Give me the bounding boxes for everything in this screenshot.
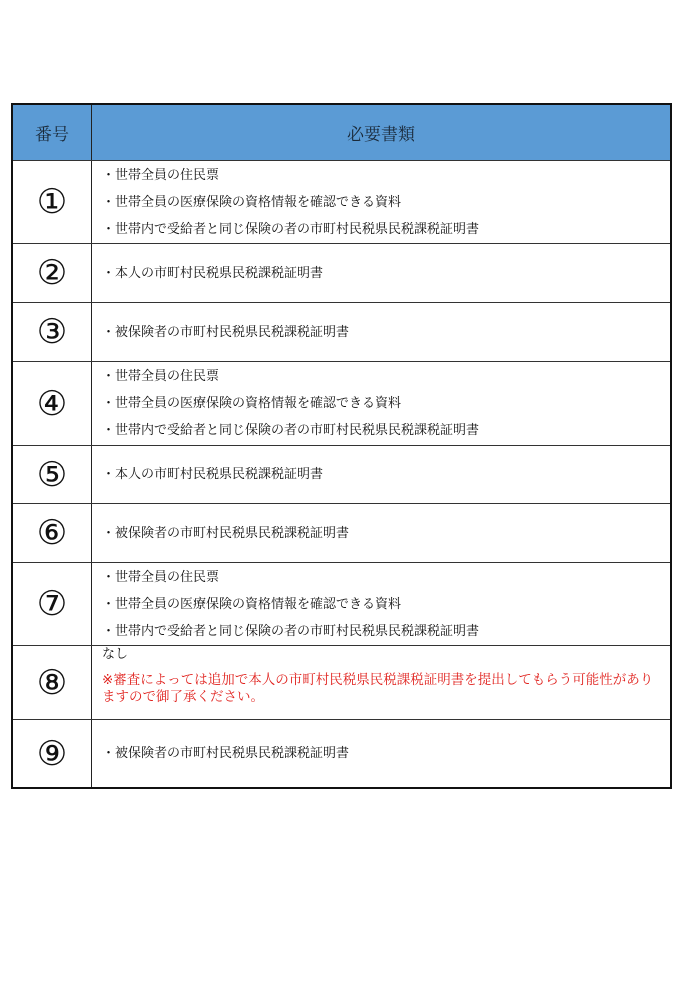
- row-number: ⑤: [36, 454, 68, 495]
- table-header: [13, 105, 670, 161]
- row-number: ③: [36, 312, 68, 352]
- document-item: ・世帯全員の医療保険の資格情報を確認できる資料: [102, 596, 402, 612]
- document-item: ・世帯全員の住民票: [102, 369, 220, 384]
- document-item: ・本人の市町村民税県民税課税証明書: [102, 265, 324, 281]
- row-number: ①: [36, 182, 68, 222]
- row-number: ④: [36, 383, 68, 424]
- document-item: ・世帯全員の医療保険の資格情報を確認できる資料: [102, 194, 402, 210]
- document-item: ・被保険者の市町村民税県民税課税証明書: [102, 525, 350, 541]
- document-item: ・本人の市町村民税県民税課税証明書: [102, 467, 324, 482]
- table-row: [13, 645, 670, 719]
- row-number-cell: [13, 504, 92, 562]
- table-row: [13, 243, 670, 302]
- table-row: [13, 161, 670, 243]
- row-number-cell: [13, 362, 92, 445]
- row-number-cell: [13, 303, 92, 361]
- table-row: [13, 361, 670, 445]
- documents-cell: [92, 303, 670, 361]
- documents-cell: [92, 646, 670, 719]
- row-number-cell: [13, 161, 92, 243]
- table-row: [13, 719, 670, 787]
- documents-cell: [92, 504, 670, 562]
- documents-cell: [92, 720, 670, 787]
- header-number: 番号: [13, 105, 92, 160]
- table-body: [13, 161, 670, 787]
- row-number: ⑥: [36, 513, 68, 553]
- row-number: ⑦: [36, 584, 68, 624]
- document-item: ・世帯内で受給者と同じ保険の者の市町村民税県民税課税証明書: [102, 623, 480, 639]
- row-number-cell: [13, 244, 92, 302]
- document-item: ・世帯全員の住民票: [102, 167, 220, 183]
- row-number: ②: [36, 253, 68, 293]
- document-item: なし: [102, 647, 129, 662]
- required-documents-table: [11, 103, 672, 789]
- row-number-cell: [13, 720, 92, 787]
- documents-cell: [92, 446, 670, 503]
- header-documents: 必要書類: [347, 125, 415, 145]
- documents-cell: [92, 244, 670, 302]
- table-row: [13, 445, 670, 503]
- documents-cell: [92, 362, 670, 445]
- document-item: ・被保険者の市町村民税県民税課税証明書: [102, 746, 350, 761]
- table-row: [13, 503, 670, 562]
- documents-cell: [92, 161, 670, 243]
- row-number: ⑧: [36, 662, 68, 703]
- row-number-cell: [13, 563, 92, 645]
- document-item: ・世帯全員の医療保険の資格情報を確認できる資料: [102, 396, 402, 411]
- table-row: [13, 562, 670, 645]
- review-note: ※審査によっては追加で本人の市町村民税県民税課税証明書を提出してもらう可能性がありますので御了承ください。: [102, 672, 654, 705]
- row-number: ⑨: [36, 733, 68, 774]
- documents-cell: [92, 563, 670, 645]
- table-row: [13, 302, 670, 361]
- row-number-cell: [13, 446, 92, 503]
- document-item: ・世帯内で受給者と同じ保険の者の市町村民税県民税課税証明書: [102, 221, 480, 237]
- document-item: ・世帯全員の住民票: [102, 569, 220, 585]
- row-number-cell: [13, 646, 92, 719]
- document-item: ・被保険者の市町村民税県民税課税証明書: [102, 324, 350, 340]
- document-item: ・世帯内で受給者と同じ保険の者の市町村民税県民税課税証明書: [102, 423, 480, 438]
